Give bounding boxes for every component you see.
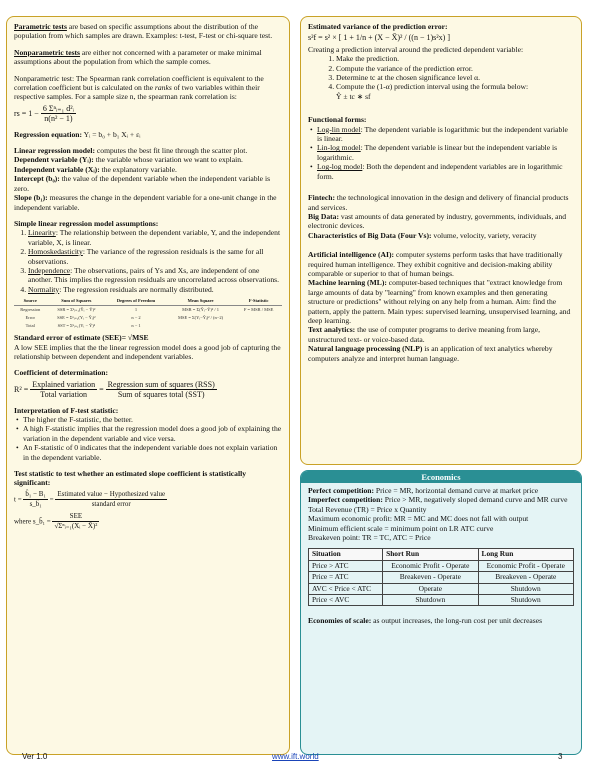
ftest-title: Interpretation of F-test statistic: (14, 405, 119, 415)
nlp-paragraph: Natural language processing (NLP) is an application of text analytics whereby computers analyze and interpret human language. (308, 344, 553, 363)
table-row: Price = ATC Breakeven - Operate Breakeven - Operate (309, 572, 574, 583)
list-item: • Log-log model: Both the dependent and independent variables are in logarithmic form. (317, 162, 574, 181)
coef-formula: R² = Explained variation Total variation = Regression sum of squares (RSS) Sum of squares total (SST) (14, 379, 215, 400)
economics-title: Economics (301, 471, 581, 483)
ftest-list (14, 415, 282, 462)
list-item: 2. Compute the variance of the prediction error. (336, 64, 574, 73)
perfect-competition: Perfect competition: Price = MR, horizontal demand curve at market price (308, 486, 539, 495)
functional-list (308, 125, 574, 181)
table-row: Total SST = Σⁿᵢ₌₁(Yᵢ − Ȳ)² n − 1 (25, 323, 141, 329)
list-item: • A high F-statistic implies that the regression model does a good job of explaining the variation in the dependent variable and vice versa. (23, 424, 282, 443)
assumptions-title: Simple linear regression model assumptions: (14, 218, 159, 228)
list-item: 3. Determine tc at the chosen significance level α. (336, 73, 574, 82)
page-number: 3 (558, 752, 563, 761)
left-column-box (6, 16, 290, 755)
prediction-title: Estimated variance of the prediction error: (308, 22, 448, 31)
shutdown-table (308, 548, 574, 606)
list-item: • Lin-log model: The dependent variable is linear but the independent variable is logarithmic. (317, 143, 574, 162)
nonparametric-paragraph: Nonparametric tests are either not concerned with a parameter or make minimal assumptions about the population from which the sample comes. (14, 47, 262, 67)
intercept-paragraph: Intercept (b₀): the value of the dependent variable when the independent variable is zero. (14, 174, 271, 193)
total-revenue: Total Revenue (TR) = Price x Quantity (308, 504, 427, 514)
text-analytics-paragraph: Text analytics: the use of computer programs to derive meaning from large, unstructured text- or voice-based data. (308, 325, 540, 344)
table-header-row: Source Sum of Squares Degrees of Freedom Mean Square F-Statistic (14, 297, 282, 306)
list-item: 4. Compute the (1-α) prediction interval using the formula below: (336, 82, 574, 91)
footer-link[interactable]: www.ift.world (272, 752, 319, 761)
coef-title: Coefficient of determination: (14, 368, 109, 378)
functional-title: Functional forms: (308, 115, 367, 125)
list-item: • Log-lin model: The dependent variable is logarithmic but the independent variable is linear. (317, 125, 574, 144)
dependent-variable-paragraph: Dependent variable (Yᵢ): the variable whose variation we want to explain. (14, 155, 243, 165)
tstat-where-formula: where s_b̂₁ = SEE √Σⁿᵢ₌₁(Xᵢ − X̄)² (14, 511, 98, 531)
list-item: • An F-statistic of 0 indicates that the independent variable does not explain variation in the dependent variable. (23, 443, 282, 462)
spearman-formula: rs = 1 − 6 Σⁿᵢ₌₁ d²ᵢ n(n² − 1) (14, 103, 75, 124)
see-paragraph: A low SEE implies that the the linear regression model does a good job of capturing the relationship between dependent and independent variables. (14, 342, 281, 361)
list-item: 4. Normality: The regression residuals are normally distributed. (28, 285, 282, 294)
table-row: AVC < Price < ATC Operate Shutdown (309, 583, 574, 594)
tstat-formula: t = $\frac{\text{b̂₁ − B₁}}{\text{s\_b̂₁}}$ = Estimated value − Hypothesized value standard error (14, 489, 166, 509)
slope-paragraph: Slope (b₁): measures the change in the dependent variable for a one-unit change in the independent variable. (14, 193, 277, 212)
max-profit: Maximum economic profit: MR = MC and MC does not fall with output (308, 514, 529, 524)
table-row: Regression SSR = Σⁿᵢ₌₁(Ŷᵢ − Ȳ)² 1 MSR = Σ(Ŷᵢ−Ȳ)² / 1 F = MSR / MSE (20, 307, 274, 313)
economies-of-scale: Economies of scale: as output increases, the long-run cost per unit decreases (308, 616, 543, 626)
parametric-paragraph: Parametric tests are based on specific assumptions about the distribution of the population from which samples are drawn. Examples: t-test, F-test or chi-square test. (14, 22, 273, 41)
breakeven-point: Breakeven point: TR = TC, ATC = Price (308, 533, 431, 543)
ml-paragraph: Machine learning (ML): computer-based techniques that "extract knowledge from large amounts of data by "learning" from known examples and then generating structure or predictions" without relying on any help from a human. Aim: find the pattern, apply the pattern. Main types: supervised learning, unsupervised learning, and deep learning. (308, 278, 571, 325)
table-row: Error SSE = Σⁿᵢ₌₁(Yᵢ − Ŷᵢ)² n − 2 MSE = Σ(Yᵢ−Ŷᵢ)² / (n−2) (25, 315, 224, 321)
bigdata-paragraph: Big Data: vast amounts of data generated by industry, governments, individuals, and electronic devices. (308, 211, 567, 231)
prediction-steps (308, 54, 574, 92)
four-vs-paragraph: Characteristics of Big Data (Four Vs): volume, velocity, variety, veracity (308, 230, 537, 240)
min-efficient-scale: Minimum efficient scale = minimum point on LR ATC curve (308, 523, 494, 533)
prediction-formula: s²f = s² × [ 1 + 1/n + (X − X̄)² / ((n − 1)s²x) ] (308, 33, 450, 43)
table-row: Price < AVC Shutdown Shutdown (309, 595, 574, 606)
prediction-intro: Creating a prediction interval around the predicted dependent variable: (308, 44, 524, 54)
table-header-row: Situation Short Run Long Run (309, 549, 574, 560)
imperfect-competition: Imperfect competition: Price > MR, negatively sloped demand curve and MR curve (308, 495, 568, 505)
tstat-title: Test statistic to test whether an estimated slope coefficient is statistically significant: (14, 469, 246, 488)
table-row: Price > ATC Economic Profit - Operate Economic Profit - Operate (309, 560, 574, 571)
fintech-paragraph: Fintech: the technological innovation in the design and delivery of financial products and services. (308, 193, 569, 212)
right-top-box (300, 16, 582, 465)
spearman-paragraph: Nonparametric test: The Spearman rank correlation coefficient is equivalent to the correlation coefficient but is calculated on the ranks of two variables within their respective samples. For a sample size n, the spearman rank correlation is: (14, 73, 264, 102)
prediction-interval: Ŷ ± tc ∗ sf (336, 91, 371, 101)
see-title: Standard error of estimate (SEE)= √MSE (14, 333, 149, 343)
list-item: 2. Homoskedasticity: The variance of the regression residuals is the same for all observations. (28, 247, 282, 266)
anova-table (14, 297, 282, 330)
independent-variable-paragraph: Independent variable (Xᵢ): the explanatory variable. (14, 164, 177, 174)
linear-model-paragraph: Linear regression model: computes the best fit line through the scatter plot. (14, 146, 248, 156)
list-item: • The higher the F-statistic, the better. (23, 415, 282, 424)
assumptions-list (14, 228, 282, 294)
ai-paragraph: Artificial intelligence (AI): computer systems perform tasks that have traditionally required human intelligence. They exhibit cognitive and decision-making ability comparable or superior to that of human beings. (308, 250, 563, 278)
regression-equation: Regression equation: Yᵢ = b₀ + b₁ Xᵢ + εᵢ (14, 129, 141, 139)
economics-box (300, 470, 582, 755)
footer-version: Ver 1.0 (22, 752, 48, 761)
list-item: 1. Make the prediction. (336, 54, 574, 63)
list-item: 3. Independence: The observations, pairs of Ys and Xs, are independent of one another. This implies the regression residuals are uncorrelated across observations. (28, 266, 282, 285)
list-item: 1. Linearity: The relationship between the dependent variable, Y, and the independent variable, X, is linear. (28, 228, 282, 247)
